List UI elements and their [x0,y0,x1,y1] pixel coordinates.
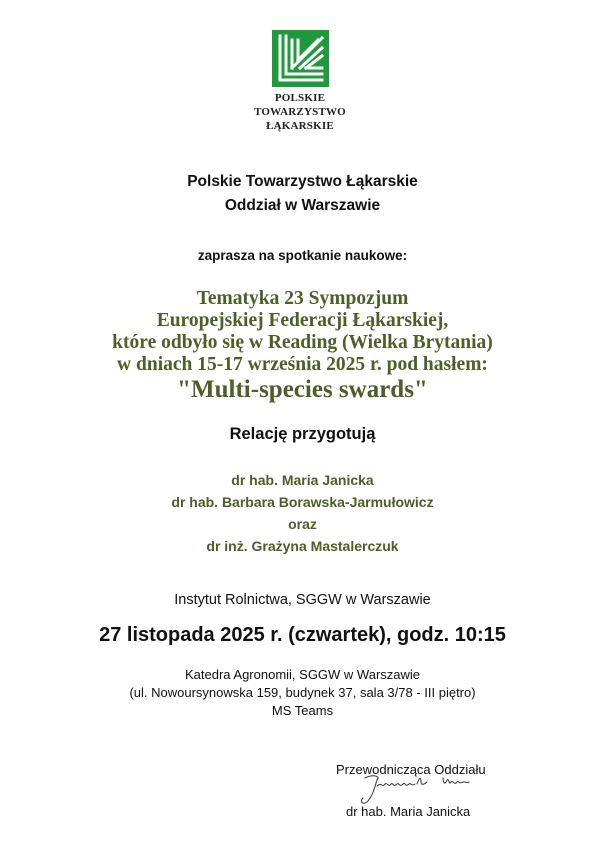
logo-text-line-2: TOWARZYSTWO [254,106,346,118]
invitation-text: zaprasza na spotkanie naukowe: [197,248,408,263]
event-datetime: 27 listopada 2025 r. (czwartek), godz. 10:15 [99,624,506,646]
speaker-3: dr inż. Grażyna Mastalerczuk [206,538,399,554]
speaker-1: dr hab. Maria Janicka [231,472,374,488]
organization-name: Polskie Towarzystwo Łąkarskie [187,173,418,190]
topic-line-4: w dniach 15-17 września 2025 r. pod hasłem: [117,354,488,375]
signatory-title: Przewodnicząca Oddziału [336,762,486,777]
topic-line-3: które odbyło się w Reading (Wielka Brytania) [112,332,493,353]
speaker-2: dr hab. Barbara Borawska-Jarmułowicz [171,494,434,510]
venue-line-2: (ul. Nowoursynowska 159, budynek 37, sala 3/78 - III piętro) [129,685,476,700]
society-logo-icon [272,30,329,87]
signatory-name: dr hab. Maria Janicka [346,804,471,819]
logo-text-line-1: POLSKIE [274,92,326,104]
host-institute: Instytut Rolnictwa, SGGW w Warszawie [174,592,431,608]
venue-line-1: Katedra Agronomii, SGGW w Warszawie [184,667,421,682]
organization-branch: Oddział w Warszawie [224,197,381,214]
venue-line-3: MS Teams [271,703,334,718]
topic-line-1: Tematyka 23 Sympozjum [196,288,409,309]
topic-slogan: "Multi-species swards" [177,376,428,403]
handwritten-signature [355,772,485,806]
logo-text-line-3: ŁĄKARSKIE [266,120,334,132]
topic-line-2: Europejskiej Federacji Łąkarskiej, [156,310,449,331]
speakers-heading: Relację przygotują [229,425,376,443]
speakers-conjunction: oraz [288,516,317,532]
